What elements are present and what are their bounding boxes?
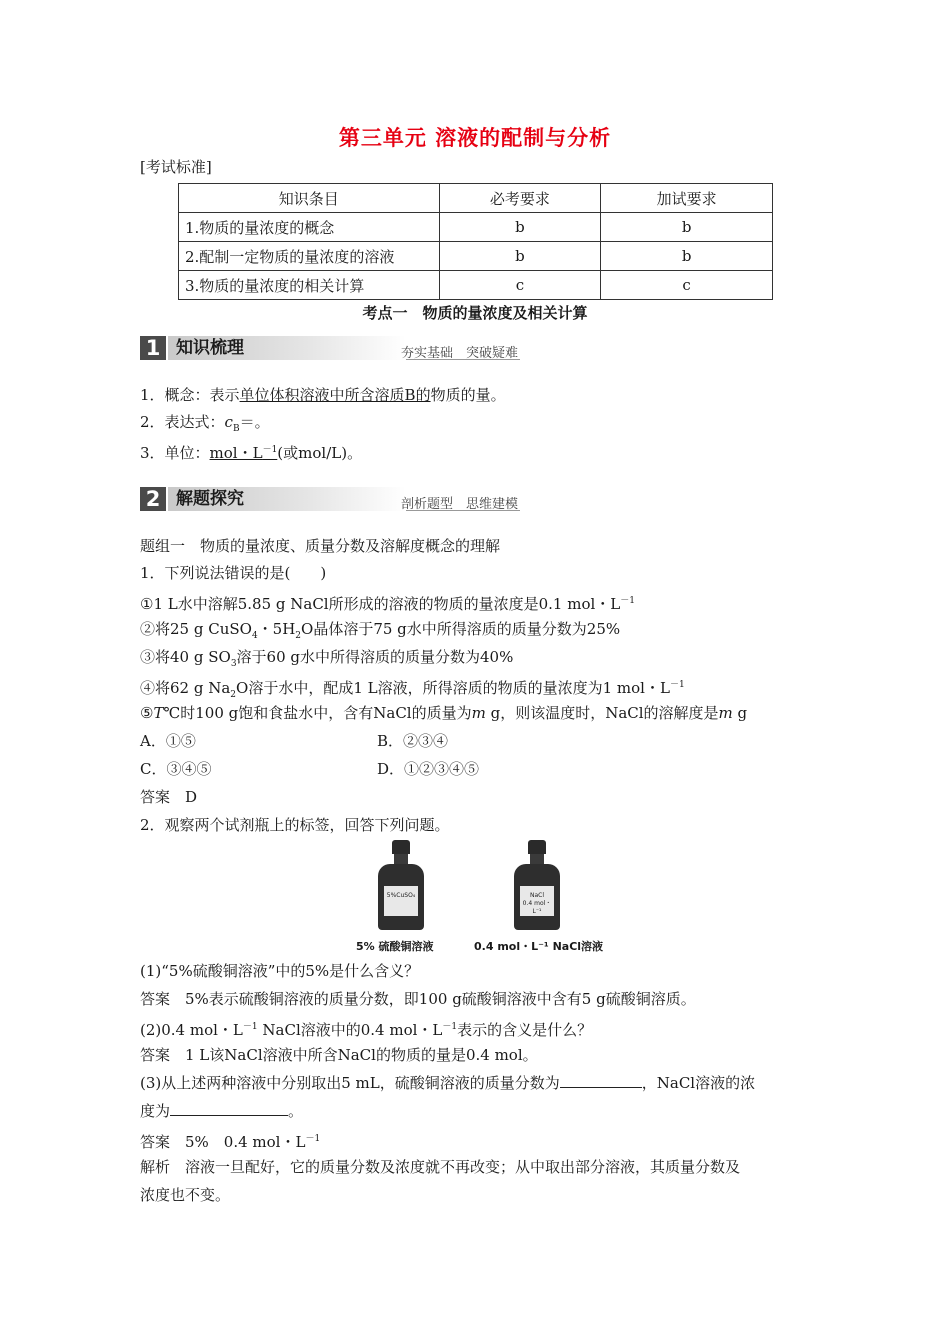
table-header-cell: 必考要求 — [439, 184, 601, 213]
option-b: B．②③④ — [377, 732, 449, 750]
table-cell: c — [439, 271, 601, 300]
bottle-label: NaCl 0.4 mol・L⁻¹ — [520, 886, 554, 916]
underlined-answer: 单位体积溶液中所含溶质B的 — [239, 386, 431, 404]
table-header-row — [179, 184, 773, 213]
option-d: D．①②③④⑤ — [377, 760, 480, 778]
answer-blank — [560, 1073, 642, 1088]
table-header-cell: 知识条目 — [179, 184, 440, 213]
section-number: 1 — [140, 336, 166, 360]
section-tag: 夯实基础 突破疑难 — [400, 346, 518, 361]
section-banner-knowledge — [140, 336, 520, 360]
option-c: C．③④⑤ — [140, 760, 212, 778]
answer-2-2: 答案 1 L该NaCl溶液中所含NaCl的物质的量是0.4 mol。 — [140, 1046, 538, 1064]
table-cell: b — [439, 213, 601, 242]
group-heading: 题组一 物质的量浓度、质量分数及溶解度概念的理解 — [140, 537, 501, 555]
section-banner-explore — [140, 487, 520, 511]
subquestion-3-cont: 度为 。 — [140, 1102, 304, 1120]
reagent-bottles-figure — [350, 840, 610, 956]
statement-5: ⑤T℃时100 g饱和食盐水中，含有NaCl的质量为m g，则该温度时，NaCl的溶解度是m g — [140, 704, 748, 722]
table-cell: 3.物质的量浓度的相关计算 — [179, 271, 440, 300]
subquestion-1: (1)“5%硫酸铜溶液”中的5%是什么含义？ — [140, 962, 420, 980]
subquestion-2: (2)0.4 mol・$L^{-1}$ NaCl溶液中的0.4 mol・$L^{-1}$表示的含义是什么？ — [140, 1021, 593, 1039]
statement-4: ④将62 g $Na_2O$溶于水中，配成1 L溶液，所得溶质的物质的量浓度为1 mol・$L^{-1}$ — [140, 679, 685, 700]
concept-line: 1．概念：表示单位体积溶液中所含溶质B的物质的量。 — [140, 386, 506, 404]
bottle-caption: 0.4 mol・L⁻¹ NaCl溶液 — [474, 940, 604, 953]
expression-line: 2．表达式：$c_B=$。 — [140, 413, 270, 434]
answer-2-3: 答案 5% 0.4 mol・$L^{-1}$ — [140, 1133, 321, 1151]
table-cell: 2.配制一定物质的量浓度的溶液 — [179, 242, 440, 271]
unit-line: 3．单位：mol・$L^{-1}$(或mol/L)。 — [140, 444, 363, 462]
statement-2: ②将25 g CuSO$_4$・$5H_2O$晶体溶于75 g水中所得溶质的质量分数为25% — [140, 620, 621, 641]
answer-1: 答案 D — [140, 788, 198, 806]
table-header-cell: 加试要求 — [601, 184, 773, 213]
question-1: 1．下列说法错误的是( ) — [140, 564, 327, 582]
table-cell: 1.物质的量浓度的概念 — [179, 213, 440, 242]
statement-3: ③将40 g $SO_3$溶于60 g水中所得溶质的质量分数为40% — [140, 648, 514, 669]
underlined-answer: mol・$L^{-1}$ — [209, 444, 278, 462]
table-row — [179, 271, 773, 300]
statement-1: ①1 L水中溶解5.85 g NaCl所形成的溶液的物质的量浓度是0.1 mol・$L^{-1}$ — [140, 595, 635, 613]
subquestion-3: (3)从上述两种溶液中分别取出5 mL，硫酸铜溶液的质量分数为 ，NaCl溶液的浓 — [140, 1074, 756, 1092]
table-cell: b — [601, 213, 773, 242]
option-a: A．①⑤ — [140, 732, 196, 750]
page-title: 第三单元 溶液的配制与分析 — [338, 126, 612, 150]
section-name: 知识梳理 — [176, 338, 244, 358]
section-tag: 剖析题型 思维建模 — [400, 497, 518, 512]
table-row — [179, 242, 773, 271]
kaodian-heading: 考点一 物质的量浓度及相关计算 — [362, 304, 588, 322]
table-cell: b — [601, 242, 773, 271]
explanation: 解析 溶液一旦配好，它的质量分数及浓度就不再改变；从中取出部分溶液，其质量分数及 — [140, 1158, 741, 1176]
question-2: 2．观察两个试剂瓶上的标签，回答下列问题。 — [140, 816, 450, 834]
section-number: 2 — [140, 487, 166, 511]
section-name: 解题探究 — [176, 489, 244, 509]
bottle-label: 5%CuSO₄ — [384, 886, 418, 916]
answer-2-1: 答案 5%表示硫酸铜溶液的质量分数，即100 g硫酸铜溶液中含有5 g硫酸铜溶质。 — [140, 990, 696, 1008]
table-cell: b — [439, 242, 601, 271]
bottle-caption: 5% 硫酸铜溶液 — [356, 940, 434, 953]
table-row — [179, 213, 773, 242]
standards-label: [考试标准] — [140, 158, 212, 176]
table-cell: c — [601, 271, 773, 300]
explanation-cont: 浓度也不变。 — [140, 1186, 231, 1204]
answer-blank — [170, 1101, 288, 1116]
standards-table — [178, 183, 773, 300]
